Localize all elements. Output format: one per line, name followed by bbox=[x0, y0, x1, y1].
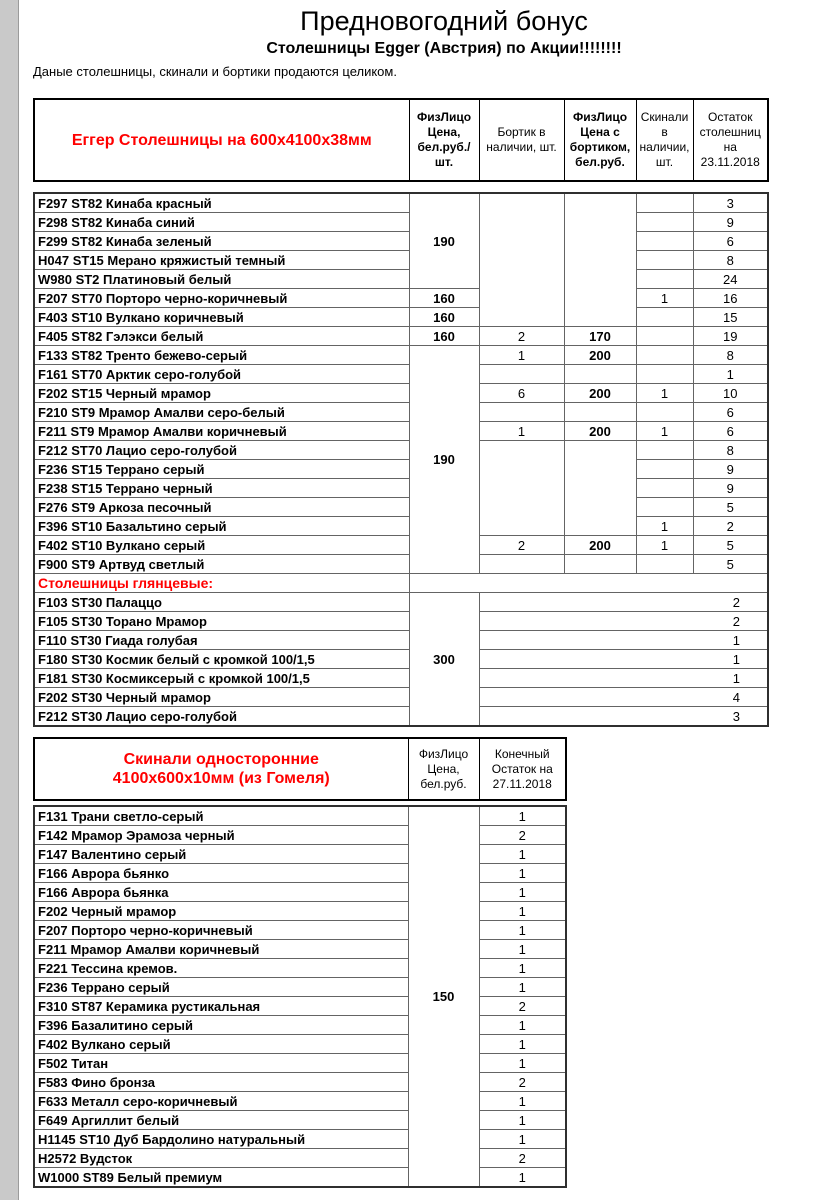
count-cell: 1 bbox=[479, 921, 566, 940]
count-cell: 1 bbox=[479, 959, 566, 978]
product-name-cell: H047 ST15 Мерано кряжистый темный bbox=[34, 251, 409, 270]
product-name-cell: F402 Вулкано серый bbox=[34, 1035, 408, 1054]
table-row bbox=[34, 1054, 566, 1073]
product-name-cell: F105 ST30 Торано Мрамор bbox=[34, 612, 409, 631]
product-name-cell: F161 ST70 Арктик серо-голубой bbox=[34, 365, 409, 384]
price-with-edge-cell bbox=[564, 441, 636, 536]
table-row bbox=[34, 650, 768, 669]
table-row bbox=[34, 1130, 566, 1149]
count-cell: 6 bbox=[479, 384, 564, 403]
skinali-title-line2: 4100х600х10мм (из Гомеля) bbox=[112, 770, 330, 787]
table-row bbox=[34, 517, 768, 536]
count-cell: 1 bbox=[479, 1111, 566, 1130]
price-with-edge-cell: 200 bbox=[564, 536, 636, 555]
table-row bbox=[34, 612, 768, 631]
product-name-cell: F211 Мрамор Амалви коричневый bbox=[34, 940, 408, 959]
product-name-cell: F649 Аргиллит белый bbox=[34, 1111, 408, 1130]
product-name-cell: F133 ST82 Тренто бежево-серый bbox=[34, 346, 409, 365]
count-cell: 8 bbox=[693, 346, 768, 365]
price-with-edge-cell bbox=[564, 365, 636, 384]
product-name-cell: F202 Черный мрамор bbox=[34, 902, 408, 921]
table-row bbox=[34, 270, 768, 289]
count-cell: 1 bbox=[479, 1035, 566, 1054]
table-header-row bbox=[34, 99, 768, 181]
product-name-cell: F900 ST9 Артвуд светлый bbox=[34, 555, 409, 574]
col-header-edge-stock: Бортик в наличии, шт. bbox=[479, 99, 564, 181]
count-cell bbox=[479, 365, 564, 384]
count-cell: 1 bbox=[636, 422, 693, 441]
price-with-edge-cell: 200 bbox=[564, 346, 636, 365]
product-name-cell: F166 Аврора бьянка bbox=[34, 883, 408, 902]
count-cell: 6 bbox=[693, 403, 768, 422]
count-cell: 2 bbox=[479, 1149, 566, 1168]
table-row bbox=[34, 346, 768, 365]
count-cell bbox=[479, 555, 564, 574]
table-row bbox=[34, 403, 768, 422]
table-row bbox=[34, 1092, 566, 1111]
document-header bbox=[19, 6, 819, 58]
price-cell: 160 bbox=[409, 289, 479, 308]
count-cell: 1 bbox=[479, 1092, 566, 1111]
table-row bbox=[34, 536, 768, 555]
count-cell bbox=[636, 498, 693, 517]
col-header-remaining: Остаток столешниц на 23.11.2018 bbox=[693, 99, 768, 181]
product-name-cell: F211 ST9 Мрамор Амалви коричневый bbox=[34, 422, 409, 441]
product-name-cell: H1145 ST10 Дуб Бардолино натуральный bbox=[34, 1130, 408, 1149]
product-name-cell: F298 ST82 Кинаба синий bbox=[34, 213, 409, 232]
count-cell: 1 bbox=[636, 536, 693, 555]
count-cell: 1 bbox=[636, 289, 693, 308]
col-header-skinali-stock: Скинали в наличии, шт. bbox=[636, 99, 693, 181]
price-cell: 300 bbox=[409, 593, 479, 727]
skinali-table bbox=[33, 805, 567, 1188]
product-name-cell: F212 ST30 Лацио серо-голубой bbox=[34, 707, 409, 727]
product-name-cell: F310 ST87 Керамика рустикальная bbox=[34, 997, 408, 1016]
count-cell: 6 bbox=[693, 232, 768, 251]
count-cell: 5 bbox=[693, 536, 768, 555]
table-row bbox=[34, 669, 768, 688]
count-cell: 6 bbox=[693, 422, 768, 441]
product-name-cell: F221 Тессина кремов. bbox=[34, 959, 408, 978]
count-cell: 16 bbox=[693, 289, 768, 308]
col-header-price: ФизЛицо Цена, бел.руб. bbox=[408, 738, 479, 800]
product-name-cell: F236 Террано серый bbox=[34, 978, 408, 997]
price-cell: 160 bbox=[409, 308, 479, 327]
product-name-cell: F202 ST15 Черный мрамор bbox=[34, 384, 409, 403]
table-row bbox=[34, 997, 566, 1016]
table-row bbox=[34, 845, 566, 864]
product-name-cell: F207 Порторо черно-коричневый bbox=[34, 921, 408, 940]
table-row bbox=[34, 902, 566, 921]
stock-cell: 2 bbox=[479, 612, 768, 631]
count-cell bbox=[636, 479, 693, 498]
sale-note: Даные столешницы, скинали и бортики продаются целиком. bbox=[33, 64, 397, 79]
stock-cell: 1 bbox=[479, 650, 768, 669]
count-cell bbox=[479, 441, 564, 536]
product-name-cell: F212 ST70 Лацио серо-голубой bbox=[34, 441, 409, 460]
table-row bbox=[34, 883, 566, 902]
count-cell: 2 bbox=[479, 826, 566, 845]
col-header-final-remaining: Конечный Остаток на 27.11.2018 bbox=[479, 738, 566, 800]
page-title: Предновогодний бонус bbox=[300, 6, 588, 36]
table-row bbox=[34, 864, 566, 883]
table-row bbox=[34, 921, 566, 940]
col-header-price: ФизЛицо Цена, бел.руб./ шт. bbox=[409, 99, 479, 181]
product-name-cell: F181 ST30 Космиксерый с кромкой 100/1,5 bbox=[34, 669, 409, 688]
count-cell: 1 bbox=[693, 365, 768, 384]
table-row bbox=[34, 1149, 566, 1168]
price-with-edge-cell bbox=[564, 555, 636, 574]
price-cell: 160 bbox=[409, 327, 479, 346]
table-row bbox=[34, 213, 768, 232]
count-cell: 1 bbox=[479, 806, 566, 826]
table-row bbox=[34, 593, 768, 612]
count-cell: 9 bbox=[693, 479, 768, 498]
skinali-title-line1: Скинали односторонние bbox=[123, 751, 319, 768]
count-cell: 2 bbox=[479, 1073, 566, 1092]
table-row bbox=[34, 826, 566, 845]
count-cell: 1 bbox=[479, 883, 566, 902]
table-row bbox=[34, 1035, 566, 1054]
countertops-table-title: Еггер Столешницы на 600х4100х38мм bbox=[34, 99, 409, 181]
col-header-price-with-edge: ФизЛицо Цена с бортиком, бел.руб. bbox=[564, 99, 636, 181]
table-row bbox=[34, 384, 768, 403]
product-name-cell: W1000 ST89 Белый премиум bbox=[34, 1168, 408, 1188]
page-margin-strip bbox=[0, 0, 19, 1200]
table-row bbox=[34, 232, 768, 251]
stock-cell: 2 bbox=[479, 593, 768, 612]
table-row bbox=[34, 193, 768, 213]
count-cell bbox=[636, 441, 693, 460]
table-row bbox=[34, 688, 768, 707]
product-name-cell: F110 ST30 Гиада голубая bbox=[34, 631, 409, 650]
product-name-cell: F405 ST82 Гэлэкси белый bbox=[34, 327, 409, 346]
page-subtitle: Столешницы Egger (Австрия) по Акции!!!!!!!! bbox=[266, 40, 622, 57]
product-name-cell: F583 Фино бронза bbox=[34, 1073, 408, 1092]
count-cell bbox=[636, 270, 693, 289]
table-row bbox=[34, 1073, 566, 1092]
count-cell: 3 bbox=[693, 193, 768, 213]
count-cell: 8 bbox=[693, 251, 768, 270]
table-row bbox=[34, 479, 768, 498]
count-cell: 15 bbox=[693, 308, 768, 327]
stock-cell: 1 bbox=[479, 669, 768, 688]
table-row bbox=[34, 460, 768, 479]
count-cell bbox=[636, 460, 693, 479]
count-cell: 1 bbox=[479, 940, 566, 959]
table-row bbox=[34, 1016, 566, 1035]
count-cell bbox=[636, 365, 693, 384]
table-row bbox=[34, 631, 768, 650]
count-cell bbox=[636, 327, 693, 346]
table-row bbox=[34, 959, 566, 978]
table-row bbox=[34, 1168, 566, 1188]
count-cell: 1 bbox=[479, 978, 566, 997]
product-name-cell: F210 ST9 Мрамор Амалви серо-белый bbox=[34, 403, 409, 422]
count-cell: 5 bbox=[693, 555, 768, 574]
count-cell: 10 bbox=[693, 384, 768, 403]
product-name-cell: W980 ST2 Платиновый белый bbox=[34, 270, 409, 289]
count-cell bbox=[636, 308, 693, 327]
count-cell: 2 bbox=[693, 517, 768, 536]
product-name-cell: F403 ST10 Вулкано коричневый bbox=[34, 308, 409, 327]
product-name-cell: F131 Трани светло-серый bbox=[34, 806, 408, 826]
countertops-table-header bbox=[33, 98, 769, 182]
table-header-row bbox=[34, 738, 566, 800]
count-cell: 2 bbox=[479, 327, 564, 346]
count-cell: 1 bbox=[479, 864, 566, 883]
price-with-edge-cell bbox=[564, 193, 636, 327]
count-cell: 1 bbox=[479, 1054, 566, 1073]
countertops-table bbox=[33, 192, 769, 727]
product-name-cell: F633 Металл серо-коричневый bbox=[34, 1092, 408, 1111]
count-cell bbox=[636, 251, 693, 270]
product-name-cell: H2572 Вудсток bbox=[34, 1149, 408, 1168]
count-cell: 2 bbox=[479, 536, 564, 555]
product-name-cell: F297 ST82 Кинаба красный bbox=[34, 193, 409, 213]
count-cell bbox=[636, 193, 693, 213]
product-name-cell: F236 ST15 Террано серый bbox=[34, 460, 409, 479]
table-row bbox=[34, 289, 768, 308]
count-cell: 8 bbox=[693, 441, 768, 460]
count-cell bbox=[479, 403, 564, 422]
count-cell bbox=[636, 403, 693, 422]
product-name-cell: F142 Мрамор Эрамоза черный bbox=[34, 826, 408, 845]
product-name-cell: F276 ST9 Аркоза песочный bbox=[34, 498, 409, 517]
price-with-edge-cell: 200 bbox=[564, 384, 636, 403]
skinali-table-title bbox=[34, 738, 408, 800]
product-name-cell: F502 Титан bbox=[34, 1054, 408, 1073]
product-name-cell: F238 ST15 Террано черный bbox=[34, 479, 409, 498]
table-row bbox=[34, 940, 566, 959]
product-name-cell: F202 ST30 Черный мрамор bbox=[34, 688, 409, 707]
table-row bbox=[34, 1111, 566, 1130]
table-row bbox=[34, 327, 768, 346]
price-cell: 190 bbox=[409, 346, 479, 574]
count-cell: 9 bbox=[693, 460, 768, 479]
table-row bbox=[34, 707, 768, 727]
count-cell bbox=[636, 555, 693, 574]
table-row bbox=[34, 365, 768, 384]
price-with-edge-cell: 200 bbox=[564, 422, 636, 441]
product-name-cell: F396 Базалитино серый bbox=[34, 1016, 408, 1035]
count-cell: 24 bbox=[693, 270, 768, 289]
table-row bbox=[34, 978, 566, 997]
table-row bbox=[34, 441, 768, 460]
count-cell: 1 bbox=[479, 1016, 566, 1035]
count-cell: 1 bbox=[479, 845, 566, 864]
product-name-cell: F180 ST30 Космик белый с кромкой 100/1,5 bbox=[34, 650, 409, 669]
product-name-cell: F166 Аврора бьянко bbox=[34, 864, 408, 883]
count-cell: 1 bbox=[479, 902, 566, 921]
product-name-cell: F103 ST30 Палаццо bbox=[34, 593, 409, 612]
count-cell bbox=[636, 346, 693, 365]
count-cell: 19 bbox=[693, 327, 768, 346]
product-name-cell: F207 ST70 Порторо черно-коричневый bbox=[34, 289, 409, 308]
section-label-cell: Столешницы глянцевые: bbox=[34, 574, 409, 593]
count-cell: 1 bbox=[479, 422, 564, 441]
product-name-cell: F402 ST10 Вулкано серый bbox=[34, 536, 409, 555]
table-row bbox=[34, 422, 768, 441]
table-row bbox=[34, 574, 768, 593]
section-empty-cell bbox=[409, 574, 768, 593]
table-row bbox=[34, 806, 566, 826]
table-row bbox=[34, 498, 768, 517]
count-cell: 1 bbox=[479, 346, 564, 365]
count-cell bbox=[636, 232, 693, 251]
price-with-edge-cell: 170 bbox=[564, 327, 636, 346]
product-name-cell: F299 ST82 Кинаба зеленый bbox=[34, 232, 409, 251]
price-cell: 150 bbox=[408, 806, 479, 1187]
stock-cell: 4 bbox=[479, 688, 768, 707]
count-cell bbox=[479, 193, 564, 327]
price-cell: 190 bbox=[409, 193, 479, 289]
product-name-cell: F396 ST10 Базальтино серый bbox=[34, 517, 409, 536]
count-cell bbox=[636, 213, 693, 232]
count-cell: 1 bbox=[636, 384, 693, 403]
count-cell: 2 bbox=[479, 997, 566, 1016]
table-row bbox=[34, 308, 768, 327]
table-row bbox=[34, 251, 768, 270]
count-cell: 5 bbox=[693, 498, 768, 517]
count-cell: 1 bbox=[479, 1168, 566, 1188]
skinali-table-header bbox=[33, 737, 567, 801]
count-cell: 1 bbox=[636, 517, 693, 536]
stock-cell: 1 bbox=[479, 631, 768, 650]
table-row bbox=[34, 555, 768, 574]
price-with-edge-cell bbox=[564, 403, 636, 422]
product-name-cell: F147 Валентино серый bbox=[34, 845, 408, 864]
stock-cell: 3 bbox=[479, 707, 768, 727]
count-cell: 9 bbox=[693, 213, 768, 232]
count-cell: 1 bbox=[479, 1130, 566, 1149]
